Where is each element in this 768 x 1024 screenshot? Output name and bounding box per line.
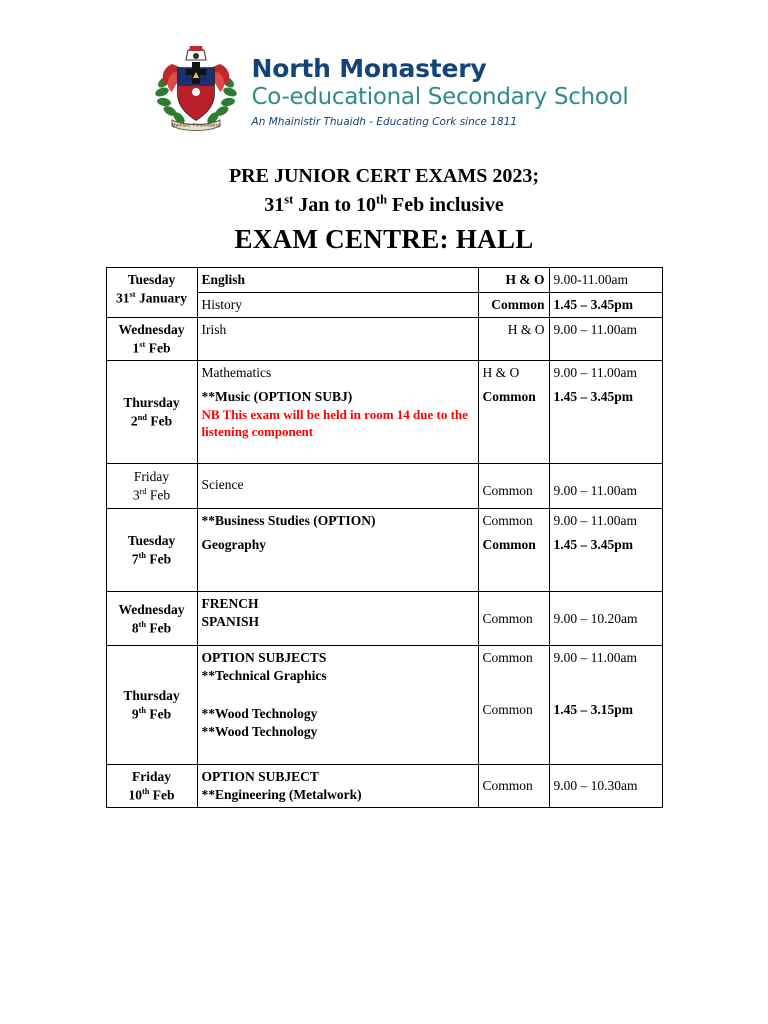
document-header: [0, 0, 768, 134]
level-cell: H & O: [478, 317, 549, 360]
title-sup-th: th: [376, 192, 388, 207]
subject-line: OPTION SUBJECT: [201, 769, 319, 785]
time-cell: [549, 361, 662, 464]
subject-cell: [197, 592, 478, 646]
level-cell: Common: [478, 292, 549, 317]
level-line: H & O: [482, 365, 520, 381]
subject-line: **Wood Technology: [201, 706, 318, 722]
day-date-pre: 8: [131, 620, 139, 636]
spacer: [554, 530, 658, 536]
subject-line: **Wood Technology: [201, 724, 318, 740]
subject-line: Mathematics: [201, 365, 272, 381]
level-cell: [478, 361, 549, 464]
subject-line: SPANISH: [201, 614, 260, 630]
day-date-pre: 2: [130, 413, 138, 429]
time-cell: 9.00 – 10.30am: [549, 765, 662, 808]
subject-cell: [197, 509, 478, 592]
level-cell: [478, 646, 549, 765]
subject-cell: History: [197, 292, 478, 317]
level-line: Common: [482, 513, 533, 529]
table-row: [106, 317, 662, 360]
row-day-cell: [106, 464, 197, 509]
spacer: [483, 530, 545, 536]
table-row: [106, 464, 662, 509]
row-day-cell: [106, 646, 197, 765]
day-date-post: January: [135, 290, 187, 306]
spacer: [554, 382, 658, 388]
title-date-range-mid: Jan to 10: [293, 194, 377, 216]
table-row: [106, 361, 662, 464]
time-line: 1.45 – 3.15pm: [553, 702, 634, 718]
exam-centre-heading: EXAM CENTRE: HALL: [234, 224, 534, 254]
level-line: Common: [482, 389, 536, 405]
day-date-sup: rd: [139, 487, 147, 497]
row-day-cell: [106, 509, 197, 592]
table-row: [106, 646, 662, 765]
school-motto: An Mhainistir Thuaidh - Educating Cork since 1811: [251, 115, 518, 128]
day-date-sup: th: [138, 705, 147, 715]
day-date-sup: th: [141, 787, 150, 796]
subject-line: **Technical Graphics: [201, 668, 327, 684]
subject-cell: [197, 765, 478, 808]
time-line: 1.45 – 3.45pm: [553, 537, 634, 553]
level-line: Common: [482, 702, 533, 718]
table-row: [106, 268, 662, 293]
row-day-cell: [106, 317, 197, 360]
spacer: [202, 741, 474, 761]
spacer: [202, 631, 474, 642]
level-cell: Common: [478, 592, 549, 646]
table-row: [106, 509, 662, 592]
table-row: [106, 592, 662, 646]
school-identity: [252, 42, 629, 128]
school-name: North Monastery: [251, 54, 487, 83]
subject-cell: English: [197, 268, 478, 293]
time-cell: 9.00 – 11.00am: [549, 464, 662, 509]
day-date-post: Feb: [145, 340, 171, 356]
day-name: Friday: [133, 469, 170, 485]
day-date-pre: 1: [132, 340, 140, 356]
day-name: Tuesday: [127, 272, 176, 287]
day-date-post: Feb: [149, 787, 175, 803]
day-date-post: Feb: [146, 706, 172, 722]
day-date-sup: st: [139, 339, 146, 349]
subject-cell: [197, 464, 478, 509]
day-date-pre: 7: [131, 551, 139, 567]
subject-line: **Engineering (Metalwork): [201, 787, 362, 802]
time-cell: 9.00 – 11.00am: [549, 317, 662, 360]
level-cell: H & O: [478, 268, 549, 293]
level-cell: Common: [478, 765, 549, 808]
subject-cell: [197, 646, 478, 765]
subject-line: **Music (OPTION SUBJ): [201, 389, 353, 405]
day-date-pre: 31: [116, 290, 130, 306]
subject-line: OPTION SUBJECTS: [201, 650, 327, 666]
time-cell: [549, 646, 662, 765]
time-cell: 9.00-11.00am: [549, 268, 662, 293]
page-title: [0, 162, 768, 255]
spacer: [202, 382, 474, 388]
day-date-sup: st: [129, 289, 136, 299]
level-line: Common: [482, 537, 536, 553]
time-cell: 1.45 – 3.45pm: [549, 292, 662, 317]
spacer: [202, 554, 474, 588]
time-line: 1.45 – 3.45pm: [553, 389, 634, 405]
day-date-sup: th: [138, 619, 147, 629]
table-row: [106, 765, 662, 808]
svg-text:Mainistir Fhionnbarra: Mainistir Fhionnbarra: [171, 123, 220, 129]
title-line-2: [0, 191, 768, 220]
day-name: Thursday: [123, 687, 180, 703]
room-note: NB This exam will be held in room 14 due to the listening component: [201, 407, 468, 439]
day-name: Friday: [132, 769, 171, 785]
spacer: [202, 530, 474, 536]
subject-cell: [197, 361, 478, 464]
day-name: Wednesday: [118, 601, 185, 617]
day-date-post: Feb: [146, 487, 171, 503]
school-subtitle: Co-educational Secondary School: [251, 84, 629, 111]
row-day-cell: [106, 592, 197, 646]
title-line-1: PRE JUNIOR CERT EXAMS 2023;: [228, 165, 540, 187]
day-date-sup: nd: [137, 413, 147, 423]
day-date-sup: th: [138, 551, 147, 561]
exam-timetable: [106, 267, 663, 808]
row-day-cell: [106, 361, 197, 464]
level-line: Common: [482, 650, 533, 666]
day-name: Thursday: [123, 395, 180, 411]
school-crest-icon: [150, 42, 242, 134]
time-line: 9.00 – 11.00am: [553, 513, 637, 529]
day-name: Wednesday: [118, 321, 185, 337]
subject-line: Geography: [201, 537, 267, 553]
level-cell: [478, 509, 549, 592]
level-cell: Common: [478, 464, 549, 509]
subject-cell: Irish: [197, 317, 478, 360]
title-date-range-pre: 31: [264, 194, 285, 216]
day-name: Tuesday: [127, 533, 176, 549]
day-date-pre: 9: [131, 706, 139, 722]
spacer: [202, 494, 474, 505]
day-date-pre: 3: [132, 487, 140, 503]
time-line: 9.00 – 11.00am: [553, 365, 637, 381]
spacer: [554, 667, 658, 701]
subject-line: **Business Studies (OPTION): [201, 513, 376, 529]
day-date-post: Feb: [146, 620, 172, 636]
day-date-post: Feb: [146, 413, 173, 429]
time-cell: [549, 509, 662, 592]
title-date-range-post: Feb inclusive: [387, 194, 504, 216]
spacer: [483, 667, 545, 701]
subject-line: FRENCH: [201, 596, 259, 612]
time-line: 9.00 – 11.00am: [553, 650, 637, 666]
row-day-cell: [106, 268, 197, 318]
spacer: [202, 440, 474, 460]
subject-line: Science: [201, 477, 244, 493]
title-sup-st: st: [284, 192, 294, 207]
time-cell: 9.00 – 10.20am: [549, 592, 662, 646]
row-day-cell: [106, 765, 197, 808]
spacer: [202, 685, 474, 705]
spacer: [483, 382, 545, 388]
day-date-pre: 10: [128, 787, 142, 803]
day-date-post: Feb: [146, 551, 172, 567]
